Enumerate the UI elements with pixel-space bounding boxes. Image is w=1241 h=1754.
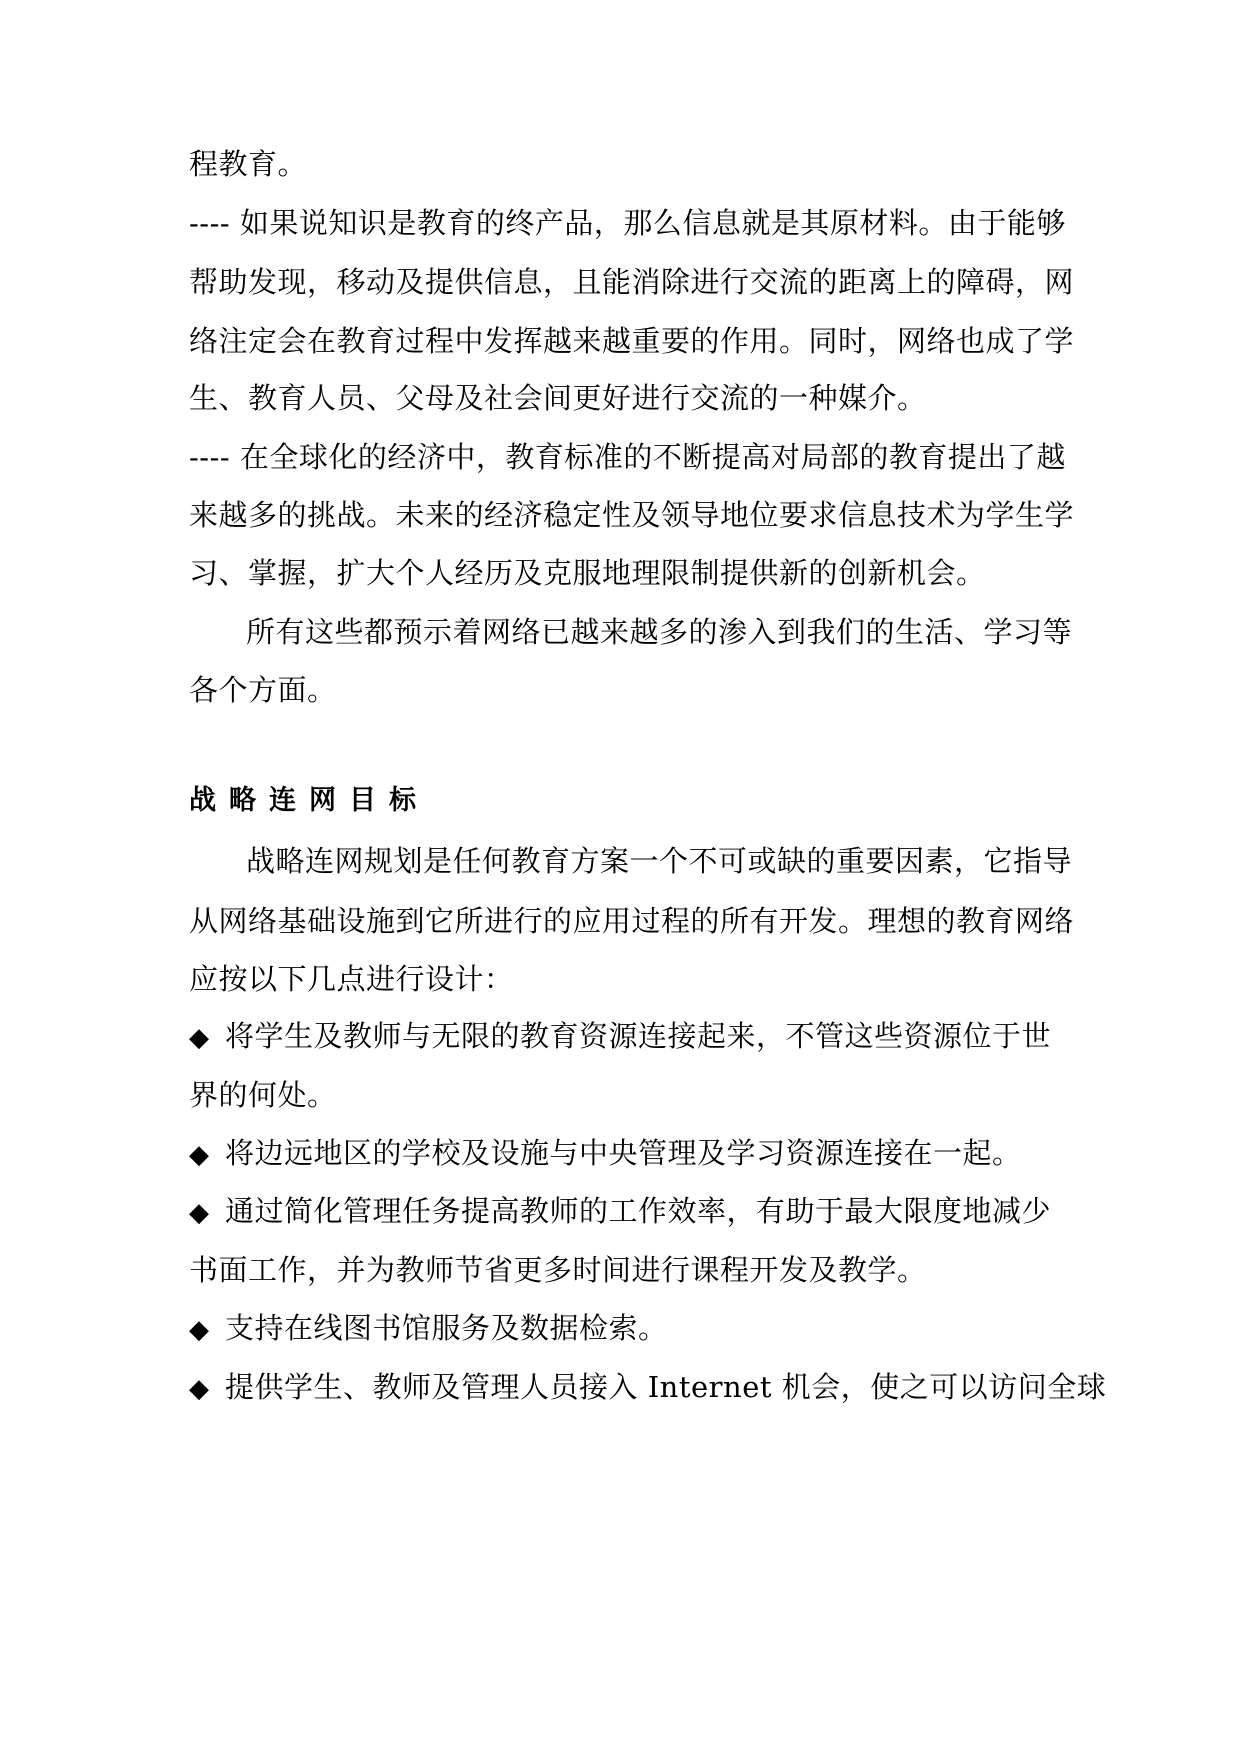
- bullet-text: 支持在线图书馆服务及数据检索。: [225, 1311, 668, 1345]
- bullet-text: 将边远地区的学校及设施与中央管理及学习资源连接在一起。: [225, 1136, 1022, 1170]
- paragraph-line: 应按以下几点进行设计：: [189, 962, 514, 996]
- paragraph-line: 从网络基础设施到它所进行的应用过程的所有开发。理想的教育网络: [189, 904, 1075, 938]
- paragraph-line: ---- 在全球化的经济中，教育标准的不断提高对局部的教育提出了越: [189, 440, 1066, 474]
- bullet-item: [189, 1193, 1051, 1231]
- diamond-bullet-icon: ◆: [189, 1198, 210, 1228]
- paragraph-line: 帮助发现，移动及提供信息，且能消除进行交流的距离上的障碍，网: [189, 265, 1075, 299]
- diamond-bullet-icon: ◆: [189, 1023, 210, 1053]
- bullet-item: [189, 1369, 1106, 1407]
- bullet-text: 提供学生、教师及管理人员接入 Internet 机会，使之可以访问全球: [225, 1370, 1107, 1404]
- paragraph-line: 所有这些都预示着网络已越来越多的渗入到我们的生活、学习等: [246, 615, 1073, 649]
- bullet-text: 将学生及教师与无限的教育资源连接起来，不管这些资源位于世: [225, 1019, 1052, 1053]
- paragraph-line: ---- 如果说知识是教育的终产品，那么信息就是其原材料。由于能够: [189, 206, 1066, 240]
- paragraph-line: 习、掌握，扩大个人经历及克服地理限制提供新的创新机会。: [189, 556, 986, 590]
- paragraph-line: 程教育。: [189, 147, 308, 181]
- bullet-item: [189, 1135, 1022, 1173]
- paragraph-line: 书面工作，并为教师节省更多时间进行课程开发及教学。: [189, 1253, 927, 1287]
- paragraph-line: 来越多的挑战。未来的经济稳定性及领导地位要求信息技术为学生学: [189, 498, 1075, 532]
- paragraph-line: 生、教育人员、父母及社会间更好进行交流的一种媒介。: [189, 381, 927, 415]
- bullet-item: [189, 1018, 1051, 1056]
- paragraph-line: 界的何处。: [189, 1078, 337, 1112]
- bullet-item: [189, 1310, 668, 1348]
- diamond-bullet-icon: ◆: [189, 1140, 210, 1170]
- bullet-text: 通过简化管理任务提高教师的工作效率，有助于最大限度地减少: [225, 1194, 1052, 1228]
- section-heading: 战略连网目标: [189, 785, 429, 816]
- diamond-bullet-icon: ◆: [189, 1374, 210, 1404]
- paragraph-line: 各个方面。: [189, 673, 337, 707]
- diamond-bullet-icon: ◆: [189, 1315, 210, 1345]
- paragraph-line: 战略连网规划是任何教育方案一个不可或缺的重要因素，它指导: [246, 844, 1073, 878]
- paragraph-line: 络注定会在教育过程中发挥越来越重要的作用。同时，网络也成了学: [189, 324, 1075, 358]
